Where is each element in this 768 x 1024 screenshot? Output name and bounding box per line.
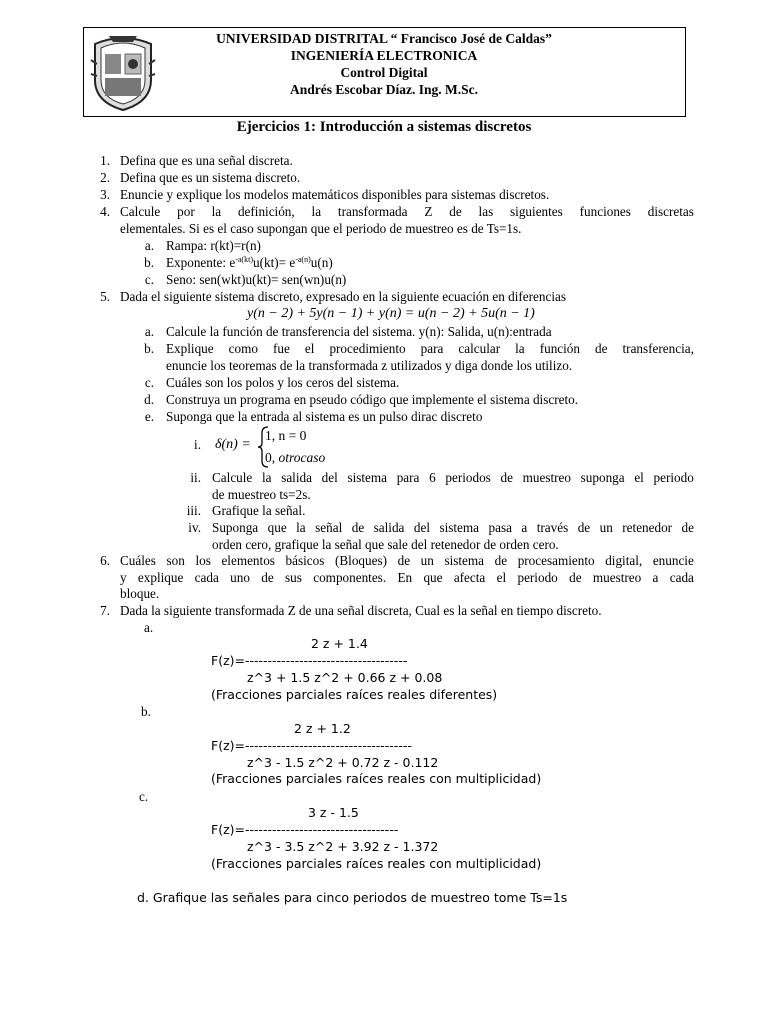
q4a-text: Rampa: r(kt)=r(n) bbox=[166, 238, 261, 253]
q3-text: Enuncie y explique los modelos matemáticos disponibles para sistemas discretos. bbox=[120, 187, 550, 202]
word: Calcule bbox=[120, 204, 161, 219]
word: de bbox=[595, 341, 608, 356]
word: retenedor bbox=[622, 520, 673, 535]
q5c-text: Cuáles son los polos y los ceros del sistema. bbox=[166, 375, 400, 390]
word: uno bbox=[230, 570, 250, 585]
q4c-text: Seno: sen(wkt)u(kt)= sen(wn)u(n) bbox=[166, 272, 347, 287]
superscript: -a(n) bbox=[295, 255, 311, 264]
q2-text: Defina que es un sistema discreto. bbox=[120, 170, 301, 185]
q5b-line1 bbox=[166, 341, 694, 357]
word: Explique bbox=[166, 341, 214, 356]
q7c-note: (Fracciones parciales raíces reales con multiplicidad) bbox=[211, 856, 542, 871]
word: los bbox=[195, 553, 211, 568]
word: elementos bbox=[221, 553, 275, 568]
word: son bbox=[166, 553, 185, 568]
q7a-denominator: z^3 + 1.5 z^2 + 0.66 z + 0.08 bbox=[247, 670, 443, 685]
q7b-label: b. bbox=[141, 704, 151, 719]
word: Cuáles bbox=[120, 553, 156, 568]
word: sistema bbox=[439, 520, 480, 535]
text: otrocaso bbox=[278, 450, 326, 465]
word: En bbox=[397, 570, 413, 585]
word: de bbox=[261, 570, 274, 585]
word: el bbox=[304, 341, 315, 356]
word: función bbox=[539, 341, 580, 356]
q5e-label: e. bbox=[144, 409, 154, 424]
word: salida bbox=[281, 470, 312, 485]
q7a-fz: F(z)=------------------------------------ bbox=[211, 653, 408, 668]
q5c-label: c. bbox=[144, 375, 154, 390]
q7c-fz: F(z)=---------------------------------- bbox=[211, 822, 399, 837]
q5e-iv-line1 bbox=[212, 520, 694, 536]
word: procedimiento bbox=[329, 341, 406, 356]
word: de bbox=[351, 520, 365, 535]
word: la bbox=[311, 204, 322, 219]
word: las bbox=[478, 204, 494, 219]
q4c-label: c. bbox=[144, 272, 154, 287]
word: Calcule bbox=[212, 470, 253, 485]
word: de bbox=[397, 553, 411, 568]
q4b-text bbox=[166, 255, 333, 271]
word: funciones bbox=[579, 204, 631, 219]
word: muestreo bbox=[592, 570, 642, 585]
word: salida bbox=[373, 520, 405, 535]
word: cada bbox=[194, 570, 219, 585]
word: procesamiento bbox=[517, 553, 595, 568]
word: transformada bbox=[337, 204, 408, 219]
word: que bbox=[267, 520, 287, 535]
q7a-label: a. bbox=[144, 620, 154, 635]
q6-line1 bbox=[120, 553, 694, 569]
word: Z bbox=[424, 204, 433, 219]
page-title: Ejercicios 1: Introducción a sistemas discretos bbox=[236, 119, 532, 135]
word: básicos bbox=[285, 553, 325, 568]
word: un bbox=[599, 520, 613, 535]
word: señal bbox=[315, 520, 343, 535]
q5e-i-label: i. bbox=[194, 437, 201, 452]
word: muestreo bbox=[522, 470, 571, 485]
q7-number: 7. bbox=[100, 603, 110, 618]
q5d-text: Construya un programa en pseudo código que implemente el sistema discreto. bbox=[166, 392, 579, 407]
q7c-numerator: 3 z - 1.5 bbox=[308, 805, 359, 820]
text: 0, bbox=[265, 450, 279, 465]
word: siguientes bbox=[510, 204, 563, 219]
word: transferencia, bbox=[622, 341, 694, 356]
q5e-iv-label: iv. bbox=[188, 520, 201, 535]
word: a bbox=[521, 520, 528, 535]
word: sistema bbox=[347, 470, 388, 485]
q5d-label: d. bbox=[144, 392, 154, 407]
q5e-ii-label: ii. bbox=[190, 470, 201, 485]
word: afecta bbox=[453, 570, 486, 585]
word: la bbox=[296, 520, 306, 535]
word: componentes. bbox=[313, 570, 387, 585]
word: la bbox=[211, 204, 222, 219]
q5a-text: Calcule la función de transferencia del sistema. y(n): Salida, u(n):entrada bbox=[166, 324, 552, 339]
word: (Bloques) bbox=[334, 553, 387, 568]
word: de bbox=[577, 520, 591, 535]
dirac-lhs: δ(n) = bbox=[215, 437, 251, 452]
header-author: Andrés Escobar Díaz. Ing. M.Sc. bbox=[289, 82, 478, 97]
word: cada bbox=[669, 570, 694, 585]
q6-line3: bloque. bbox=[120, 586, 160, 601]
word: calcular bbox=[458, 341, 501, 356]
difference-equation: y(n − 2) + 5y(n − 1) + y(n) = u(n − 2) + 5u(n − 1) bbox=[247, 306, 535, 321]
q5e-iii-label: iii. bbox=[186, 503, 201, 518]
word: digital, bbox=[605, 553, 643, 568]
q5e-ii-line1 bbox=[212, 470, 694, 486]
q4b-label: b. bbox=[144, 255, 154, 270]
text: Exponente: e bbox=[166, 255, 236, 270]
text: u(n) bbox=[310, 255, 333, 270]
q1-number: 1. bbox=[100, 153, 110, 168]
word: el bbox=[634, 470, 644, 485]
word: enuncie bbox=[652, 553, 694, 568]
q4a-label: a. bbox=[144, 238, 154, 253]
word: Suponga bbox=[212, 520, 259, 535]
q7a-note: (Fracciones parciales raíces reales diferentes) bbox=[211, 687, 498, 702]
q2-number: 2. bbox=[100, 170, 110, 185]
header-university: UNIVERSIDAD DISTRITAL “ Francisco José de Caldas” bbox=[216, 31, 552, 46]
q5-number: 5. bbox=[100, 289, 110, 304]
word: como bbox=[228, 341, 258, 356]
word: del bbox=[413, 520, 430, 535]
q7a-numerator: 2 z + 1.4 bbox=[311, 636, 368, 651]
word: de bbox=[569, 570, 582, 585]
q5e-iii-text: Grafique la señal. bbox=[212, 503, 306, 518]
word: un bbox=[420, 553, 434, 568]
q4-line2: elementales. Si es el caso supongan que el periodo de muestreo es de Ts=1s. bbox=[120, 221, 522, 236]
word: el bbox=[496, 570, 507, 585]
word: la bbox=[261, 470, 272, 485]
q5b-label: b. bbox=[144, 341, 154, 356]
superscript: -a(kt) bbox=[235, 255, 253, 264]
q7c-label: c. bbox=[139, 789, 149, 804]
text: u(kt)= e bbox=[252, 255, 296, 270]
word: para bbox=[420, 341, 444, 356]
q7b-denominator: z^3 - 1.5 z^2 + 0.72 z - 0.112 bbox=[247, 755, 439, 770]
word: pasa bbox=[488, 520, 512, 535]
q7-text: Dada la siguiente transformada Z de una señal discreta, Cual es la señal en tiempo discreto. bbox=[120, 603, 602, 618]
word: de bbox=[500, 470, 513, 485]
header-course: Control Digital bbox=[340, 65, 428, 80]
word: para bbox=[396, 470, 420, 485]
q5-text: Dada el siguiente sistema discreto, expresado en la siguiente ecuación en diferencias bbox=[120, 289, 566, 304]
q7b-numerator: 2 z + 1.2 bbox=[294, 721, 351, 736]
word: sus bbox=[285, 570, 302, 585]
header-program: INGENIERÍA ELECTRONICA bbox=[290, 48, 478, 63]
q7d-text: d. Grafique las señales para cinco periodos de muestreo tome Ts=1s bbox=[137, 890, 568, 905]
word: a bbox=[652, 570, 659, 585]
q4-number: 4. bbox=[100, 204, 110, 219]
word: que bbox=[423, 570, 443, 585]
q6-number: 6. bbox=[100, 553, 110, 568]
q5e-ii-line2: de muestreo ts=2s. bbox=[212, 487, 311, 502]
word: de bbox=[681, 520, 694, 535]
q3-number: 3. bbox=[100, 187, 110, 202]
word: explique bbox=[137, 570, 184, 585]
word: periodo bbox=[653, 470, 694, 485]
word: suponga bbox=[580, 470, 625, 485]
word: sistema bbox=[444, 553, 485, 568]
word: de bbox=[449, 204, 462, 219]
q5e-text: Suponga que la entrada al sistema es un pulso dirac discreto bbox=[166, 409, 483, 424]
q1-text: Defina que es una señal discreta. bbox=[120, 153, 293, 168]
q4-line1 bbox=[120, 204, 694, 220]
word: fue bbox=[273, 341, 290, 356]
q7c-denominator: z^3 - 3.5 z^2 + 3.92 z - 1.372 bbox=[247, 839, 439, 854]
word: periodo bbox=[517, 570, 558, 585]
word: por bbox=[177, 204, 195, 219]
dirac-case-1: 1, n = 0 bbox=[265, 428, 307, 443]
word: periodos bbox=[445, 470, 491, 485]
word: definición, bbox=[237, 204, 295, 219]
q5e-iv-line2: orden cero, grafique la señal que sale del retenedor de orden cero. bbox=[212, 537, 559, 552]
q7b-fz: F(z)=------------------------------------- bbox=[211, 738, 412, 753]
q7b-note: (Fracciones parciales raíces reales con multiplicidad) bbox=[211, 771, 542, 786]
word: y bbox=[120, 570, 127, 585]
dirac-case-2 bbox=[265, 450, 325, 466]
word: discretas bbox=[647, 204, 694, 219]
q5a-label: a. bbox=[144, 324, 154, 339]
word: del bbox=[321, 470, 338, 485]
q5b-line2: enuncie los teoremas de la transformada z utilizados y diga donde los utilizo. bbox=[166, 358, 573, 373]
word: 6 bbox=[429, 470, 436, 485]
q6-line2 bbox=[120, 570, 694, 586]
word: través bbox=[536, 520, 569, 535]
word: de bbox=[494, 553, 508, 568]
word: la bbox=[515, 341, 525, 356]
